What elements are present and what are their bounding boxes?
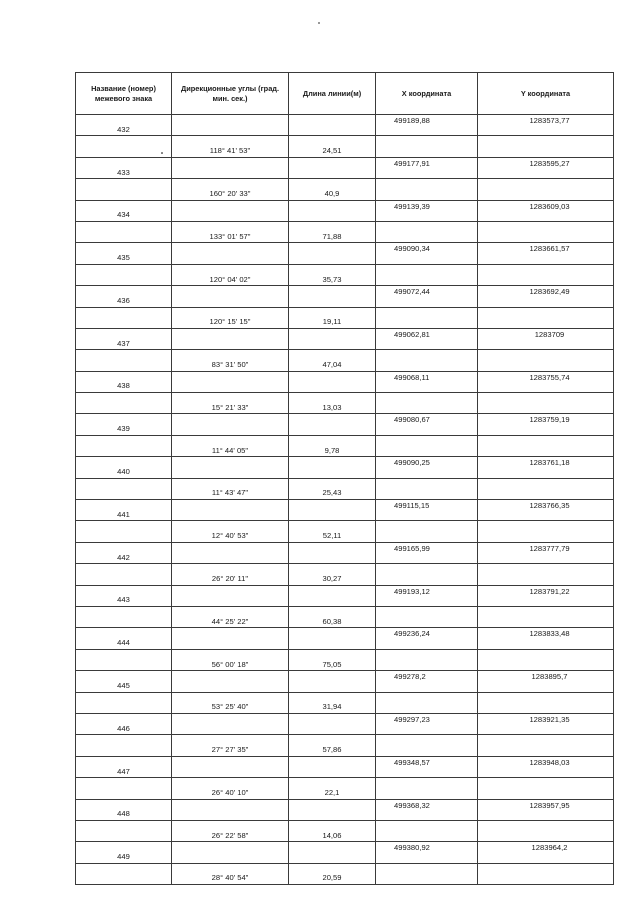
direction-angle-cell: 56° 00' 18" (172, 649, 289, 670)
empty-cell (172, 157, 289, 178)
table-row-segment (76, 863, 614, 884)
point-name-cell: 436 (76, 286, 172, 307)
empty-cell (478, 564, 614, 585)
empty-cell (76, 393, 172, 414)
empty-cell (289, 500, 376, 521)
line-length-cell: 57,86 (289, 735, 376, 756)
point-name-cell: 438 (76, 371, 172, 392)
empty-cell (172, 628, 289, 649)
empty-cell (76, 820, 172, 841)
empty-cell (76, 179, 172, 200)
line-length-cell: 35,73 (289, 264, 376, 285)
empty-cell (172, 713, 289, 734)
empty-cell (289, 585, 376, 606)
point-name-cell: 443 (76, 585, 172, 606)
point-name-cell: 448 (76, 799, 172, 820)
empty-cell (172, 115, 289, 136)
y-coordinate-cell: 1283948,03 (478, 756, 614, 777)
header-direction-angle: Дирекционные углы (град. мин. сек.) (172, 73, 289, 115)
direction-angle-cell: 118° 41' 53" (172, 136, 289, 157)
empty-cell (289, 243, 376, 264)
table-row-segment (76, 221, 614, 242)
y-coordinate-cell: 1283895,7 (478, 671, 614, 692)
table-header-row (76, 73, 614, 115)
y-coordinate-cell: 1283573,77 (478, 115, 614, 136)
direction-angle-cell: 120° 15' 15" (172, 307, 289, 328)
direction-angle-cell: 28° 40' 54" (172, 863, 289, 884)
empty-cell (478, 478, 614, 499)
empty-cell (76, 350, 172, 371)
empty-cell (289, 115, 376, 136)
header-point-name: Название (номер) межевого знака (76, 73, 172, 115)
empty-cell (376, 606, 478, 627)
empty-cell (76, 221, 172, 242)
x-coordinate-cell: 499368,32 (376, 799, 478, 820)
point-name-cell: 444 (76, 628, 172, 649)
empty-cell (478, 393, 614, 414)
empty-cell (478, 820, 614, 841)
table-row-point (76, 713, 614, 734)
empty-cell (478, 264, 614, 285)
empty-cell (172, 243, 289, 264)
x-coordinate-cell: 499236,24 (376, 628, 478, 649)
empty-cell (172, 457, 289, 478)
y-coordinate-cell: 1283661,57 (478, 243, 614, 264)
y-coordinate-cell: 1283791,22 (478, 585, 614, 606)
table-row-point (76, 671, 614, 692)
empty-cell (76, 863, 172, 884)
empty-cell (478, 350, 614, 371)
table-row-segment (76, 307, 614, 328)
direction-angle-cell: 120° 04' 02" (172, 264, 289, 285)
line-length-cell: 40,9 (289, 179, 376, 200)
empty-cell (172, 371, 289, 392)
y-coordinate-cell: 1283755,74 (478, 371, 614, 392)
scan-speck (318, 22, 320, 24)
line-length-cell: 13,03 (289, 393, 376, 414)
direction-angle-cell: 15° 21' 33" (172, 393, 289, 414)
x-coordinate-cell: 499080,67 (376, 414, 478, 435)
empty-cell (289, 371, 376, 392)
empty-cell (376, 307, 478, 328)
x-coordinate-cell: 499068,11 (376, 371, 478, 392)
empty-cell (289, 842, 376, 863)
point-name-cell: 434 (76, 200, 172, 221)
y-coordinate-cell: 1283964,2 (478, 842, 614, 863)
table-row-segment (76, 521, 614, 542)
y-coordinate-cell: 1283921,35 (478, 713, 614, 734)
empty-cell (289, 200, 376, 221)
point-name-cell: 440 (76, 457, 172, 478)
table-row-segment (76, 778, 614, 799)
table-row-segment (76, 136, 614, 157)
x-coordinate-cell: 499297,23 (376, 713, 478, 734)
table-row-point (76, 414, 614, 435)
direction-angle-cell: 83° 31' 50" (172, 350, 289, 371)
x-coordinate-cell: 499090,25 (376, 457, 478, 478)
x-coordinate-cell: 499189,88 (376, 115, 478, 136)
empty-cell (376, 564, 478, 585)
point-name-cell: 437 (76, 328, 172, 349)
x-coordinate-cell: 499139,39 (376, 200, 478, 221)
point-name-cell: 446 (76, 713, 172, 734)
empty-cell (289, 713, 376, 734)
empty-cell (478, 521, 614, 542)
empty-cell (376, 820, 478, 841)
x-coordinate-cell: 499193,12 (376, 585, 478, 606)
line-length-cell: 22,1 (289, 778, 376, 799)
table-row-point (76, 628, 614, 649)
table-row-point (76, 799, 614, 820)
x-coordinate-cell: 499177,91 (376, 157, 478, 178)
direction-angle-cell: 44° 25' 22" (172, 606, 289, 627)
direction-angle-cell: 26° 22' 58" (172, 820, 289, 841)
empty-cell (478, 863, 614, 884)
line-length-cell: 52,11 (289, 521, 376, 542)
empty-cell (76, 264, 172, 285)
x-coordinate-cell: 499072,44 (376, 286, 478, 307)
header-x-coordinate: X координата (376, 73, 478, 115)
empty-cell (172, 200, 289, 221)
empty-cell (478, 735, 614, 756)
empty-cell (478, 307, 614, 328)
empty-cell (172, 500, 289, 521)
direction-angle-cell: 27° 27' 35" (172, 735, 289, 756)
empty-cell (289, 542, 376, 563)
point-name-cell: 441 (76, 500, 172, 521)
empty-cell (289, 157, 376, 178)
y-coordinate-cell: 1283709 (478, 328, 614, 349)
empty-cell (172, 842, 289, 863)
x-coordinate-cell: 499348,57 (376, 756, 478, 777)
empty-cell (172, 414, 289, 435)
x-coordinate-cell: 499165,99 (376, 542, 478, 563)
table-row-segment (76, 478, 614, 499)
line-length-cell: 20,59 (289, 863, 376, 884)
empty-cell (478, 435, 614, 456)
point-name-cell: 447 (76, 756, 172, 777)
empty-cell (478, 692, 614, 713)
direction-angle-cell: 11° 43' 47" (172, 478, 289, 499)
empty-cell (76, 735, 172, 756)
x-coordinate-cell: 499380,92 (376, 842, 478, 863)
table-row-point (76, 500, 614, 521)
empty-cell (289, 457, 376, 478)
table-row-segment (76, 435, 614, 456)
direction-angle-cell: 26° 40' 10" (172, 778, 289, 799)
empty-cell (76, 521, 172, 542)
empty-cell (172, 799, 289, 820)
empty-cell (76, 692, 172, 713)
table-row-point (76, 115, 614, 136)
empty-cell (376, 435, 478, 456)
empty-cell (478, 778, 614, 799)
table-row-segment (76, 735, 614, 756)
direction-angle-cell: 160° 20' 33" (172, 179, 289, 200)
direction-angle-cell: 12° 40' 53" (172, 521, 289, 542)
empty-cell (376, 692, 478, 713)
empty-cell (76, 649, 172, 670)
empty-cell (376, 393, 478, 414)
empty-cell (289, 414, 376, 435)
empty-cell (376, 264, 478, 285)
empty-cell (172, 286, 289, 307)
empty-cell (289, 286, 376, 307)
empty-cell (376, 136, 478, 157)
y-coordinate-cell: 1283833,48 (478, 628, 614, 649)
empty-cell (76, 606, 172, 627)
empty-cell (172, 756, 289, 777)
header-y-coordinate: Y координата (478, 73, 614, 115)
empty-cell (289, 799, 376, 820)
table-row-segment (76, 692, 614, 713)
point-name-cell: 449 (76, 842, 172, 863)
line-length-cell: 30,27 (289, 564, 376, 585)
empty-cell (376, 521, 478, 542)
direction-angle-cell: 26° 20' 11" (172, 564, 289, 585)
empty-cell (76, 564, 172, 585)
y-coordinate-cell: 1283761,18 (478, 457, 614, 478)
table-row-segment (76, 606, 614, 627)
line-length-cell: 31,94 (289, 692, 376, 713)
empty-cell (76, 307, 172, 328)
y-coordinate-cell: 1283595,27 (478, 157, 614, 178)
point-name-cell: 433 (76, 157, 172, 178)
point-name-cell: 439 (76, 414, 172, 435)
direction-angle-cell: 11° 44' 05" (172, 435, 289, 456)
line-length-cell: 75,05 (289, 649, 376, 670)
table-row-segment (76, 564, 614, 585)
empty-cell (289, 628, 376, 649)
y-coordinate-cell: 1283777,79 (478, 542, 614, 563)
empty-cell (76, 778, 172, 799)
line-length-cell: 9,78 (289, 435, 376, 456)
empty-cell (172, 671, 289, 692)
y-coordinate-cell: 1283957,95 (478, 799, 614, 820)
empty-cell (76, 435, 172, 456)
empty-cell (172, 328, 289, 349)
empty-cell (478, 179, 614, 200)
table-row-point (76, 371, 614, 392)
table-row-segment (76, 179, 614, 200)
line-length-cell: 71,88 (289, 221, 376, 242)
boundary-coordinates-table (75, 72, 614, 885)
y-coordinate-cell: 1283766,35 (478, 500, 614, 521)
direction-angle-cell: 133° 01' 57" (172, 221, 289, 242)
empty-cell (289, 328, 376, 349)
point-name-cell: 442 (76, 542, 172, 563)
table-row-point (76, 457, 614, 478)
header-line-length: Длина линии(м) (289, 73, 376, 115)
table-row-segment (76, 350, 614, 371)
line-length-cell: 14,06 (289, 820, 376, 841)
x-coordinate-cell: 499278,2 (376, 671, 478, 692)
empty-cell (478, 136, 614, 157)
table-row-segment (76, 264, 614, 285)
table-row-point (76, 200, 614, 221)
y-coordinate-cell: 1283692,49 (478, 286, 614, 307)
table-row-segment (76, 393, 614, 414)
table-row-point (76, 243, 614, 264)
table-row-point (76, 585, 614, 606)
y-coordinate-cell: 1283609,03 (478, 200, 614, 221)
y-coordinate-cell: 1283759,19 (478, 414, 614, 435)
table-row-point (76, 328, 614, 349)
line-length-cell: 60,38 (289, 606, 376, 627)
empty-cell (76, 478, 172, 499)
empty-cell (376, 350, 478, 371)
empty-cell (289, 671, 376, 692)
empty-cell (478, 606, 614, 627)
table-row-segment (76, 649, 614, 670)
line-length-cell: 47,04 (289, 350, 376, 371)
point-name-cell: 445 (76, 671, 172, 692)
empty-cell (376, 778, 478, 799)
x-coordinate-cell: 499115,15 (376, 500, 478, 521)
direction-angle-cell: 53° 25' 40" (172, 692, 289, 713)
line-length-cell: 25,43 (289, 478, 376, 499)
table-body (76, 115, 614, 885)
line-length-cell: 24,51 (289, 136, 376, 157)
line-length-cell: 19,11 (289, 307, 376, 328)
empty-cell (172, 585, 289, 606)
x-coordinate-cell: 499062,81 (376, 328, 478, 349)
empty-cell (376, 221, 478, 242)
table-row-point (76, 542, 614, 563)
empty-cell (76, 136, 172, 157)
table-row-segment (76, 820, 614, 841)
table-row-point (76, 756, 614, 777)
point-name-cell: 435 (76, 243, 172, 264)
empty-cell (376, 649, 478, 670)
empty-cell (289, 756, 376, 777)
empty-cell (376, 863, 478, 884)
table-row-point (76, 157, 614, 178)
empty-cell (376, 735, 478, 756)
empty-cell (478, 649, 614, 670)
table-row-point (76, 842, 614, 863)
empty-cell (172, 542, 289, 563)
point-name-cell: 432 (76, 115, 172, 136)
empty-cell (376, 478, 478, 499)
x-coordinate-cell: 499090,34 (376, 243, 478, 264)
empty-cell (478, 221, 614, 242)
table-row-point (76, 286, 614, 307)
empty-cell (376, 179, 478, 200)
